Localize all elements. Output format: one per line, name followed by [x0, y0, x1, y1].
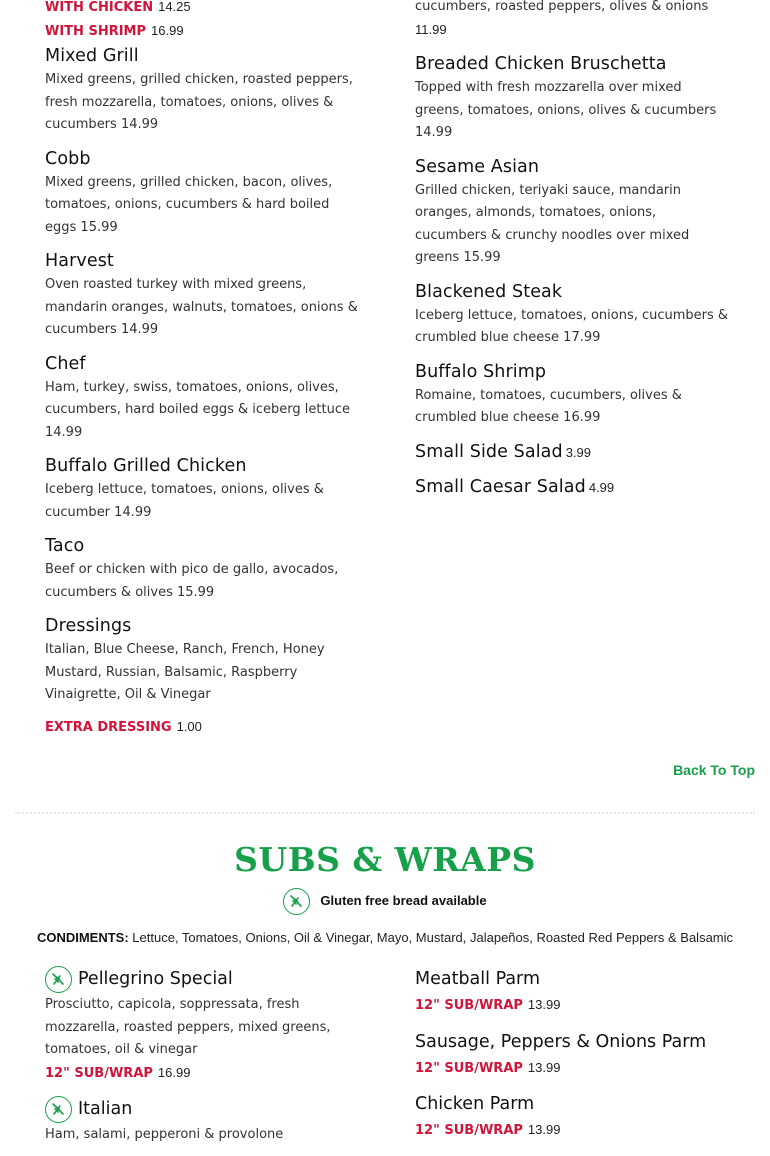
sub-item-header: [45, 1094, 365, 1124]
price-option-label: EXTRA DRESSING: [45, 719, 172, 735]
menu-item-description: Romaine, tomatoes, cucumbers, olives & crumbled blue cheese 16.99: [415, 387, 682, 425]
menu-item-price: 4.99: [588, 479, 615, 495]
menu-item-name: Small Side Salad: [415, 441, 563, 462]
menu-item: [45, 453, 360, 524]
menu-item-price: 17.99: [563, 330, 601, 345]
section-title: SUBS & WRAPS: [234, 840, 536, 879]
salads-left-column: [45, 0, 360, 739]
menu-item-price: 15.99: [80, 219, 118, 235]
condiments-text: Lettuce, Tomatoes, Onions, Oil & Vinegar, Mayo, Mustard, Jalapeños, Roasted Red Peppers & Balsamic: [132, 930, 734, 945]
sub-item: [45, 1094, 365, 1147]
menu-item-name: Taco: [45, 536, 85, 556]
menu-item-description: Iceberg lettuce, tomatoes, onions, olives & cucumber 14.99: [45, 482, 324, 520]
menu-item-description: Mixed greens, grilled chicken, roasted peppers, fresh mozzarella, tomatoes, onions, olives & cucumbers 14.99: [45, 72, 353, 132]
price-option: [45, 0, 360, 20]
gluten-free-text: Gluten free bread available: [320, 892, 487, 908]
menu-item: [415, 154, 730, 270]
sub-item: [415, 1089, 735, 1143]
sub-item: [415, 1027, 735, 1081]
menu-item-price: 15.99: [176, 584, 215, 600]
menu-item: [45, 533, 360, 604]
sub-item-name: Sausage, Peppers & Onions Parm: [415, 1031, 707, 1052]
menu-item-price: 14.99: [120, 322, 159, 337]
menu-item-description: Ham, turkey, swiss, tomatoes, onions, olives, cucumbers, hard boiled eggs & iceberg lettuce 14.99: [45, 379, 350, 440]
subs-right-column: [415, 964, 735, 1152]
sub-item-name: Chicken Parm: [415, 1094, 535, 1114]
menu-item-price: 14.99: [45, 424, 83, 440]
sub-item-size: 12" SUB/WRAP: [415, 998, 523, 1013]
price-option-value: 16.99: [151, 22, 184, 38]
menu-item: [45, 351, 360, 445]
sub-item-price-line: [415, 1057, 735, 1081]
gluten-free-note: [0, 888, 770, 915]
menu-item: [415, 51, 730, 145]
menu-item: [415, 279, 730, 350]
sub-item: [415, 964, 735, 1018]
sub-item-size: 12" SUB/WRAP: [415, 1060, 523, 1076]
menu-item-price: 14.99: [120, 117, 159, 132]
sub-item-size: 12" SUB/WRAP: [415, 1123, 523, 1138]
menu-item-name: Buffalo Shrimp: [415, 361, 547, 382]
sub-item-name: Meatball Parm: [415, 969, 540, 989]
sub-item-size: 12" SUB/WRAP: [45, 1065, 153, 1081]
sub-item-price: 13.99: [527, 1059, 561, 1075]
sub-item: [45, 964, 365, 1085]
salads-right-column: [415, 0, 730, 509]
menu-item-description: Iceberg lettuce, tomatoes, onions, cucumbers & crumbled blue cheese 17.99: [415, 307, 729, 345]
price-option-label: WITH SHRIMP: [45, 23, 147, 39]
price-option: [45, 716, 360, 740]
menu-item-description: Oven roasted turkey with mixed greens, mandarin oranges, walnuts, tomatoes, onions & cucumbers 14.99: [45, 277, 358, 337]
menu-item-name: Breaded Chicken Bruschetta: [415, 54, 667, 74]
menu-item: [45, 43, 360, 137]
price-option: [45, 20, 360, 44]
menu-item-continued: [415, 0, 730, 42]
gluten-free-icon: [45, 1096, 72, 1123]
menu-item: [415, 439, 730, 465]
menu-item-name: Buffalo Grilled Chicken: [45, 456, 247, 476]
sub-item-name: Pellegrino Special: [78, 969, 233, 989]
menu-item: [45, 613, 360, 707]
menu-item: [45, 146, 360, 240]
menu-item-name: Mixed Grill: [45, 46, 139, 66]
sub-item-price: 13.99: [527, 1122, 561, 1137]
price-option-label: WITH CHICKEN: [45, 0, 154, 15]
sub-item-header: [415, 964, 735, 994]
condiments-label: CONDIMENTS:: [36, 930, 129, 945]
sub-item-header: [45, 964, 365, 994]
menu-item-description: Italian, Blue Cheese, Ranch, French, Honey Mustard, Russian, Balsamic, Raspberry Vinaigrette, Oil & Vinegar: [45, 642, 325, 702]
section-divider: [15, 812, 755, 814]
sub-item-description: Prosciutto, capicola, soppressata, fresh mozzarella, roasted peppers, mixed greens, tomatoes, oil & vinegar: [45, 997, 331, 1057]
menu-item-price: 14.99: [114, 504, 152, 520]
sub-item-price-line: [45, 1062, 365, 1086]
menu-item: [415, 474, 730, 500]
menu-item-description: cucumbers, roasted peppers, olives & onions 11.99: [415, 0, 709, 37]
gluten-free-icon: [283, 888, 310, 915]
menu-item-name: Chef: [45, 353, 86, 374]
menu-item-description: Beef or chicken with pico de gallo, avocados, cucumbers & olives 15.99: [45, 562, 339, 600]
menu-item: [45, 248, 360, 342]
price-option-value: 14.25: [158, 0, 191, 14]
menu-item-name: Harvest: [45, 251, 114, 271]
sub-item-name: Italian: [78, 1099, 133, 1119]
menu-item-name: Sesame Asian: [415, 156, 540, 177]
subs-left-column: [45, 964, 365, 1156]
sub-item-header: [415, 1027, 735, 1057]
back-to-top-link[interactable]: Back To Top: [673, 762, 755, 778]
menu-item-name: Blackened Steak: [415, 281, 563, 302]
menu-item-name: Small Caesar Salad: [415, 476, 586, 497]
menu-item-price: 11.99: [415, 21, 447, 37]
sub-item-header: [415, 1089, 735, 1119]
price-option-value: 1.00: [176, 718, 202, 734]
menu-item-description: Topped with fresh mozzarella over mixed greens, tomatoes, onions, olives & cucumbers 14.99: [415, 80, 717, 140]
gluten-free-icon: [45, 966, 72, 993]
menu-item-description: Mixed greens, grilled chicken, bacon, olives, tomatoes, onions, cucumbers & hard boiled eggs 15.99: [45, 174, 333, 235]
sub-item-price: 13.99: [527, 997, 561, 1012]
menu-item-name: Dressings: [45, 616, 132, 636]
menu-item-price: 15.99: [463, 250, 501, 265]
menu-item-price: 14.99: [415, 125, 453, 140]
sub-item-price-line: [415, 994, 735, 1018]
menu-item-name: Cobb: [45, 148, 91, 169]
menu-item-description: Grilled chicken, teriyaki sauce, mandarin oranges, almonds, tomatoes, onions, cucumbers & crunchy noodles over mixed greens 15.99: [415, 182, 690, 265]
condiments-line: [0, 930, 770, 945]
menu-item: [415, 359, 730, 430]
menu-item-price: 16.99: [563, 410, 601, 425]
sub-item-description: Ham, salami, pepperoni & provolone: [45, 1127, 284, 1142]
sub-item-price: 16.99: [157, 1064, 191, 1080]
menu-item-price: 3.99: [565, 444, 592, 460]
